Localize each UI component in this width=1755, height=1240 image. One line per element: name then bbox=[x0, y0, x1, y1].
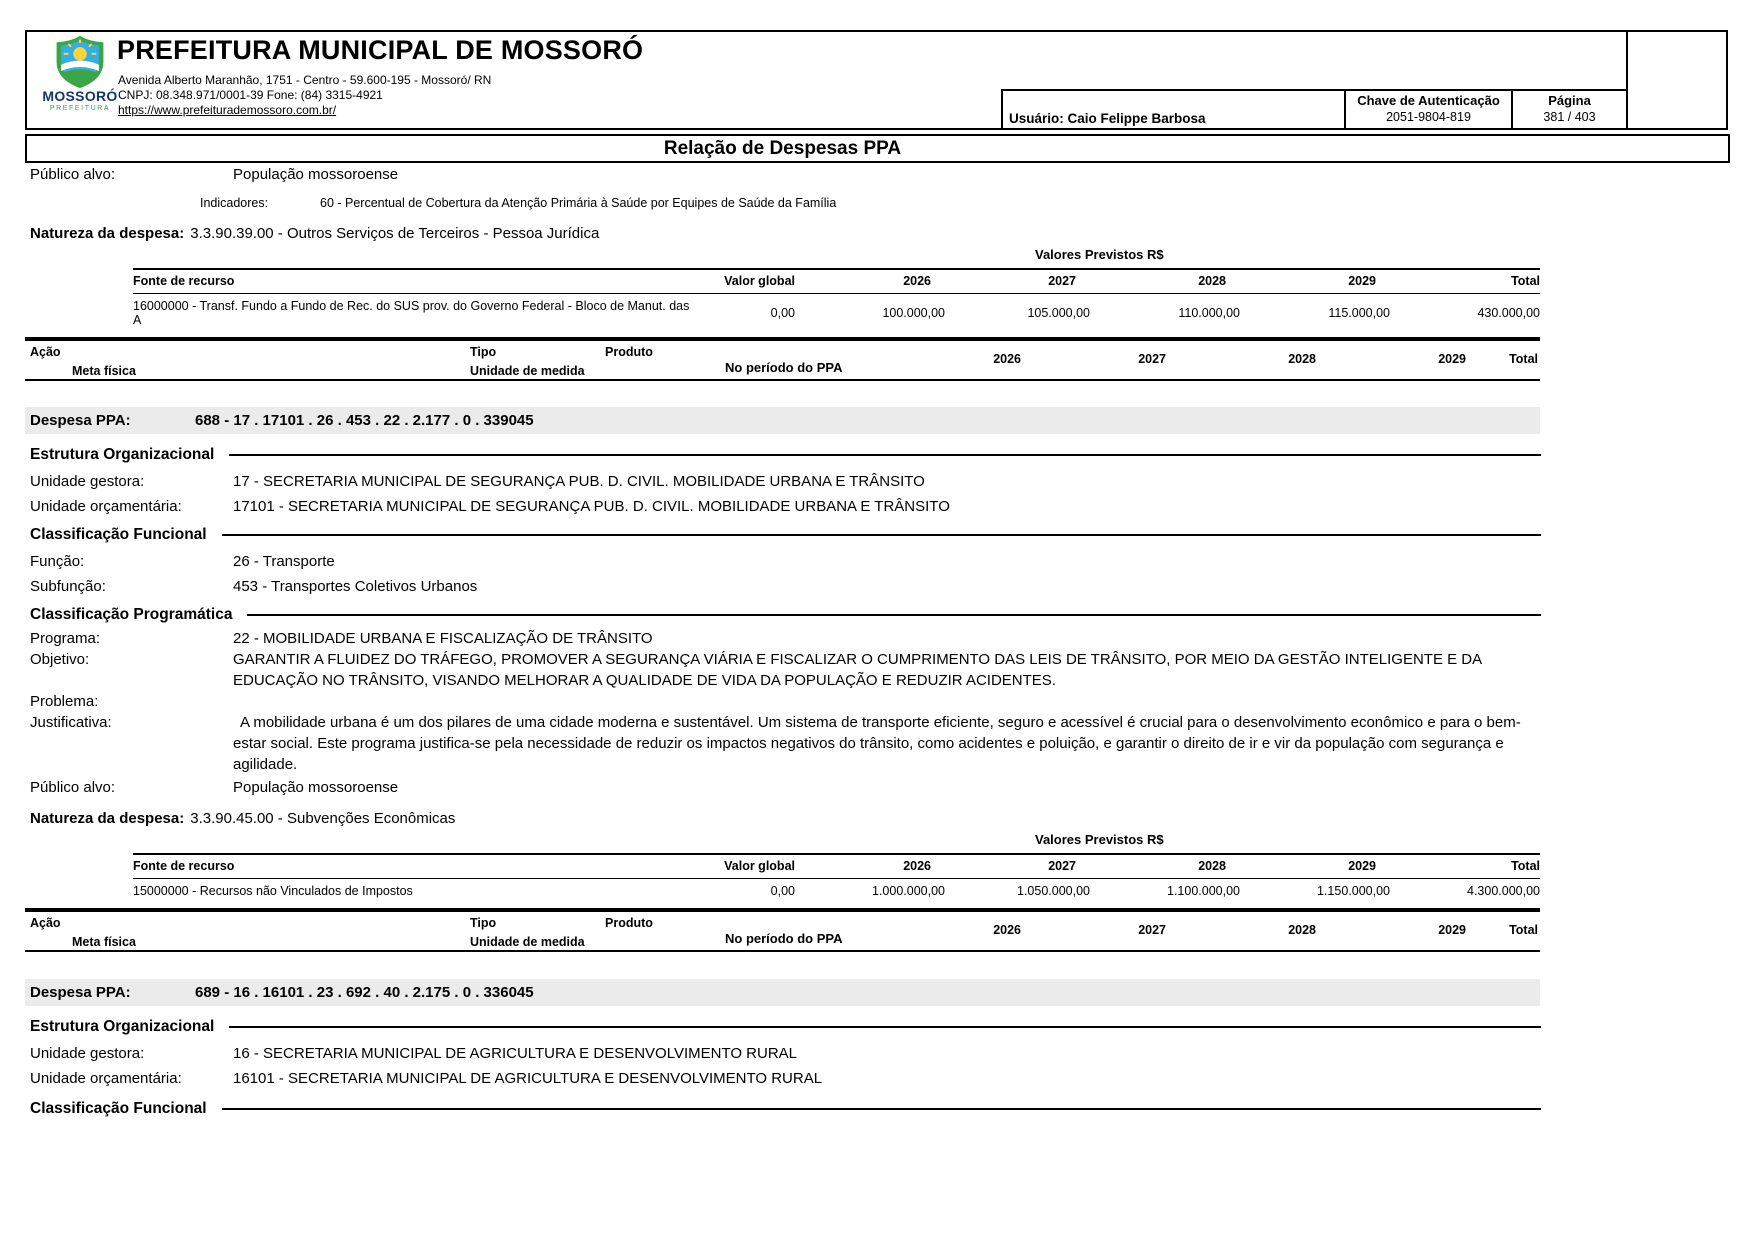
meta-fisica-label: Meta física bbox=[72, 364, 136, 378]
subfuncao-value: 453 - Transportes Coletivos Urbanos bbox=[233, 578, 478, 595]
section-rule bbox=[222, 534, 1541, 536]
logo-subtitle: PREFEITURA bbox=[49, 104, 111, 112]
produto-label: Produto bbox=[605, 916, 653, 930]
problema-row bbox=[30, 691, 1755, 712]
page-number-value: 381 / 403 bbox=[1543, 110, 1596, 124]
section-rule bbox=[229, 454, 1541, 456]
valor-2026: 1.000.000,00 bbox=[872, 884, 945, 898]
col-fonte-de-recurso: Fonte de recurso bbox=[133, 854, 693, 879]
auth-key-cell bbox=[1344, 91, 1511, 128]
header-stamp-box bbox=[1628, 30, 1728, 130]
problema-value bbox=[233, 691, 1535, 712]
indicadores-row bbox=[200, 195, 1755, 212]
unidade-gestora-value: 16 - SECRETARIA MUNICIPAL DE AGRICULTURA E DESENVOLVIMENTO RURAL bbox=[233, 1045, 798, 1062]
band-year-2026: 2026 bbox=[993, 923, 1021, 937]
valor-2026: 100.000,00 bbox=[882, 306, 945, 320]
band-total-label: Total bbox=[1509, 923, 1538, 937]
mossoro-crest-icon bbox=[51, 35, 109, 89]
valores-previstos-label: Valores Previstos R$ bbox=[1035, 247, 1164, 262]
header-main-box bbox=[25, 30, 1628, 130]
produto-label: Produto bbox=[605, 345, 653, 359]
fonte-value: 15000000 - Recursos não Vinculados de Impostos bbox=[133, 884, 413, 898]
section-heading: Estrutura Organizacional bbox=[30, 446, 215, 463]
unidade-orcamentaria-row bbox=[30, 1066, 1755, 1091]
report-title: Relação de Despesas PPA bbox=[663, 137, 902, 159]
valor-2028: 110.000,00 bbox=[1178, 306, 1240, 320]
acao-label: Ação bbox=[30, 916, 61, 930]
programa-label: Programa: bbox=[30, 630, 101, 647]
objetivo-row bbox=[30, 649, 1755, 691]
objetivo-label: Objetivo: bbox=[30, 651, 90, 668]
valor-total: 4.300.000,00 bbox=[1467, 884, 1540, 898]
publico-alvo-value: População mossoroense bbox=[233, 779, 399, 796]
publico-alvo-value: População mossoroense bbox=[233, 166, 399, 183]
section-estrutura-organizacional bbox=[30, 445, 1541, 464]
unidade-orcamentaria-row bbox=[30, 494, 1755, 519]
section-estrutura-organizacional bbox=[30, 1017, 1541, 1036]
unidade-orcamentaria-label: Unidade orçamentária: bbox=[30, 1070, 182, 1087]
periodo-ppa-label: No período do PPA bbox=[725, 931, 843, 946]
subfuncao-row bbox=[30, 574, 1755, 599]
col-fonte-de-recurso: Fonte de recurso bbox=[133, 269, 693, 294]
valor-total: 430.000,00 bbox=[1477, 306, 1540, 320]
col-year-2029: 2029 bbox=[1240, 269, 1390, 294]
unidade-gestora-row bbox=[30, 469, 1755, 494]
section-classificacao-funcional bbox=[30, 1099, 1541, 1118]
justificativa-value: A mobilidade urbana é um dos pilares de uma cidade moderna e sustentável. Um sistema de transporte eficiente, seguro e acessível é crucial para o desenvolvimento econômico e para o bem-estar social. Este programa justifica-se pela necessidade de reduzir os impactos negativos do trânsito, como acidentes e poluição, e garantir o direito de ir e vir da população com segurança e agilidade. bbox=[233, 714, 1521, 773]
section-heading: Estrutura Organizacional bbox=[30, 1018, 215, 1035]
unidade-gestora-row bbox=[30, 1041, 1755, 1066]
valor-global-value: 0,00 bbox=[770, 884, 795, 898]
acao-label: Ação bbox=[30, 345, 61, 359]
natureza-label: Natureza da despesa: bbox=[30, 225, 185, 242]
despesa-ppa-label: Despesa PPA: bbox=[30, 412, 131, 429]
unidade-orcamentaria-label: Unidade orçamentária: bbox=[30, 498, 182, 515]
org-website-link[interactable]: https://www.prefeiturademossoro.com.br/ bbox=[118, 103, 337, 117]
funding-row bbox=[133, 879, 1540, 906]
col-year-2028: 2028 bbox=[1090, 854, 1240, 879]
col-total: Total bbox=[1390, 854, 1540, 879]
col-valor-global: Valor global bbox=[693, 854, 795, 879]
unidade-medida-label: Unidade de medida bbox=[470, 364, 585, 378]
valor-2029: 115.000,00 bbox=[1328, 306, 1390, 320]
indicadores-value: 60 - Percentual de Cobertura da Atenção Primária à Saúde por Equipes de Saúde da Família bbox=[320, 196, 837, 210]
objetivo-value: GARANTIR A FLUIDEZ DO TRÁFEGO, PROMOVER A SEGURANÇA VIÁRIA E FISCALIZAR O CUMPRIMENTO DAS LEIS DE TRÂNSITO, POR MEIO DA GESTÃO INTELIGENTE E DA EDUCAÇÃO NO TRÂNSITO, VISANDO MELHORAR A QUALIDADE DE VIDA DA POPULAÇÃO E REDUZIR ACIDENTES. bbox=[233, 651, 1482, 689]
report-title-bar bbox=[25, 134, 1730, 163]
publico-alvo-row bbox=[30, 777, 1755, 798]
band-year-2028: 2028 bbox=[1288, 352, 1316, 366]
auth-key-label: Chave de Autenticação bbox=[1357, 93, 1500, 108]
unidade-gestora-label: Unidade gestora: bbox=[30, 1045, 145, 1062]
funding-table bbox=[133, 853, 1540, 905]
despesa-ppa-bar bbox=[25, 979, 1540, 1006]
despesa-ppa-label: Despesa PPA: bbox=[30, 984, 131, 1001]
publico-alvo-label: Público alvo: bbox=[30, 166, 116, 183]
unidade-medida-label: Unidade de medida bbox=[470, 935, 585, 949]
natureza-value: 3.3.90.39.00 - Outros Serviços de Terceiros - Pessoa Jurídica bbox=[190, 225, 600, 242]
section-heading: Classificação Funcional bbox=[30, 1100, 207, 1117]
section-rule bbox=[229, 1026, 1541, 1028]
section-rule bbox=[222, 1108, 1541, 1110]
tipo-label: Tipo bbox=[470, 916, 497, 930]
org-cnpj-phone: CNPJ: 08.348.971/0001-39 Fone: (84) 3315-4921 bbox=[118, 88, 383, 102]
valor-2028: 1.100.000,00 bbox=[1167, 884, 1240, 898]
band-year-2029: 2029 bbox=[1438, 923, 1466, 937]
col-total: Total bbox=[1390, 269, 1540, 294]
publico-alvo-row bbox=[30, 165, 1755, 185]
unidade-orcamentaria-value: 17101 - SECRETARIA MUNICIPAL DE SEGURANÇA PUB. D. CIVIL. MOBILIDADE URBANA E TRÂNSITO bbox=[233, 498, 950, 515]
publico-alvo-label: Público alvo: bbox=[30, 779, 116, 796]
fonte-value: 16000000 - Transf. Fundo a Fundo de Rec. do SUS prov. do Governo Federal - Bloco de Manut. das A bbox=[133, 299, 690, 327]
band-year-2029: 2029 bbox=[1438, 352, 1466, 366]
auth-strip bbox=[1001, 89, 1626, 128]
despesa-ppa-code: 688 - 17 . 17101 . 26 . 453 . 22 . 2.177 . 0 . 339045 bbox=[195, 412, 534, 429]
band-year-2027: 2027 bbox=[1138, 923, 1166, 937]
col-year-2027: 2027 bbox=[945, 854, 1090, 879]
subfuncao-label: Subfunção: bbox=[30, 578, 106, 595]
org-address: Avenida Alberto Maranhão, 1751 - Centro - 59.600-195 - Mossoró/ RN bbox=[118, 73, 492, 87]
logo-wordmark: MOSSORÓ bbox=[42, 88, 118, 104]
unidade-orcamentaria-value: 16101 - SECRETARIA MUNICIPAL DE AGRICULTURA E DESENVOLVIMENTO RURAL bbox=[233, 1070, 823, 1087]
tipo-label: Tipo bbox=[470, 345, 497, 359]
col-year-2028: 2028 bbox=[1090, 269, 1240, 294]
section-heading: Classificação Funcional bbox=[30, 526, 207, 543]
problema-label: Problema: bbox=[30, 693, 99, 710]
col-valor-global: Valor global bbox=[693, 269, 795, 294]
funding-row bbox=[133, 294, 1540, 335]
despesa-ppa-code: 689 - 16 . 16101 . 23 . 692 . 40 . 2.175 . 0 . 336045 bbox=[195, 984, 534, 1001]
section-classificacao-programatica bbox=[30, 605, 1541, 624]
unidade-gestora-value: 17 - SECRETARIA MUNICIPAL DE SEGURANÇA PUB. D. CIVIL. MOBILIDADE URBANA E TRÂNSITO bbox=[233, 473, 925, 490]
meta-fisica-label: Meta física bbox=[72, 935, 136, 949]
user-name: Usuário: Caio Felippe Barbosa bbox=[1009, 111, 1206, 126]
programa-row bbox=[30, 628, 1755, 649]
justificativa-row bbox=[30, 712, 1755, 775]
col-year-2026: 2026 bbox=[795, 854, 945, 879]
section-rule bbox=[247, 614, 1541, 616]
page-number-label: Página bbox=[1548, 93, 1591, 108]
acao-header-band bbox=[25, 908, 1540, 952]
acao-header-band bbox=[25, 337, 1540, 381]
despesa-ppa-bar bbox=[25, 407, 1540, 434]
band-total-label: Total bbox=[1509, 352, 1538, 366]
col-year-2027: 2027 bbox=[945, 269, 1090, 294]
valor-2029: 1.150.000,00 bbox=[1317, 884, 1390, 898]
band-year-2028: 2028 bbox=[1288, 923, 1316, 937]
valor-global-value: 0,00 bbox=[770, 306, 795, 320]
justificativa-label: Justificativa: bbox=[30, 714, 112, 731]
indicadores-label: Indicadores: bbox=[200, 196, 269, 210]
valores-previstos-label: Valores Previstos R$ bbox=[1035, 832, 1164, 847]
band-year-2027: 2027 bbox=[1138, 352, 1166, 366]
col-year-2029: 2029 bbox=[1240, 854, 1390, 879]
funcao-value: 26 - Transporte bbox=[233, 553, 335, 570]
col-year-2026: 2026 bbox=[795, 269, 945, 294]
natureza-label: Natureza da despesa: bbox=[30, 810, 185, 827]
unidade-gestora-label: Unidade gestora: bbox=[30, 473, 145, 490]
natureza-despesa-row bbox=[30, 224, 1755, 243]
valor-2027: 1.050.000,00 bbox=[1017, 884, 1090, 898]
user-cell bbox=[1001, 91, 1344, 128]
page-header bbox=[25, 30, 1728, 130]
auth-key-value: 2051-9804-819 bbox=[1386, 110, 1471, 124]
org-info bbox=[118, 73, 491, 118]
funcao-row bbox=[30, 549, 1755, 574]
natureza-despesa-row bbox=[30, 809, 1755, 828]
municipality-logo bbox=[40, 35, 120, 113]
programa-value: 22 - MOBILIDADE URBANA E FISCALIZAÇÃO DE TRÂNSITO bbox=[233, 630, 653, 647]
band-year-2026: 2026 bbox=[993, 352, 1021, 366]
periodo-ppa-label: No período do PPA bbox=[725, 360, 843, 375]
funcao-label: Função: bbox=[30, 553, 85, 570]
org-name: PREFEITURA MUNICIPAL DE MOSSORÓ bbox=[117, 35, 644, 65]
funding-header-row bbox=[133, 269, 1540, 294]
section-heading: Classificação Programática bbox=[30, 606, 233, 623]
funding-table bbox=[133, 268, 1540, 334]
valor-2027: 105.000,00 bbox=[1027, 306, 1090, 320]
report-body bbox=[0, 163, 1755, 1118]
page-number-cell bbox=[1511, 91, 1626, 128]
natureza-value: 3.3.90.45.00 - Subvenções Econômicas bbox=[190, 810, 456, 827]
section-classificacao-funcional bbox=[30, 525, 1541, 544]
funding-header-row bbox=[133, 854, 1540, 879]
